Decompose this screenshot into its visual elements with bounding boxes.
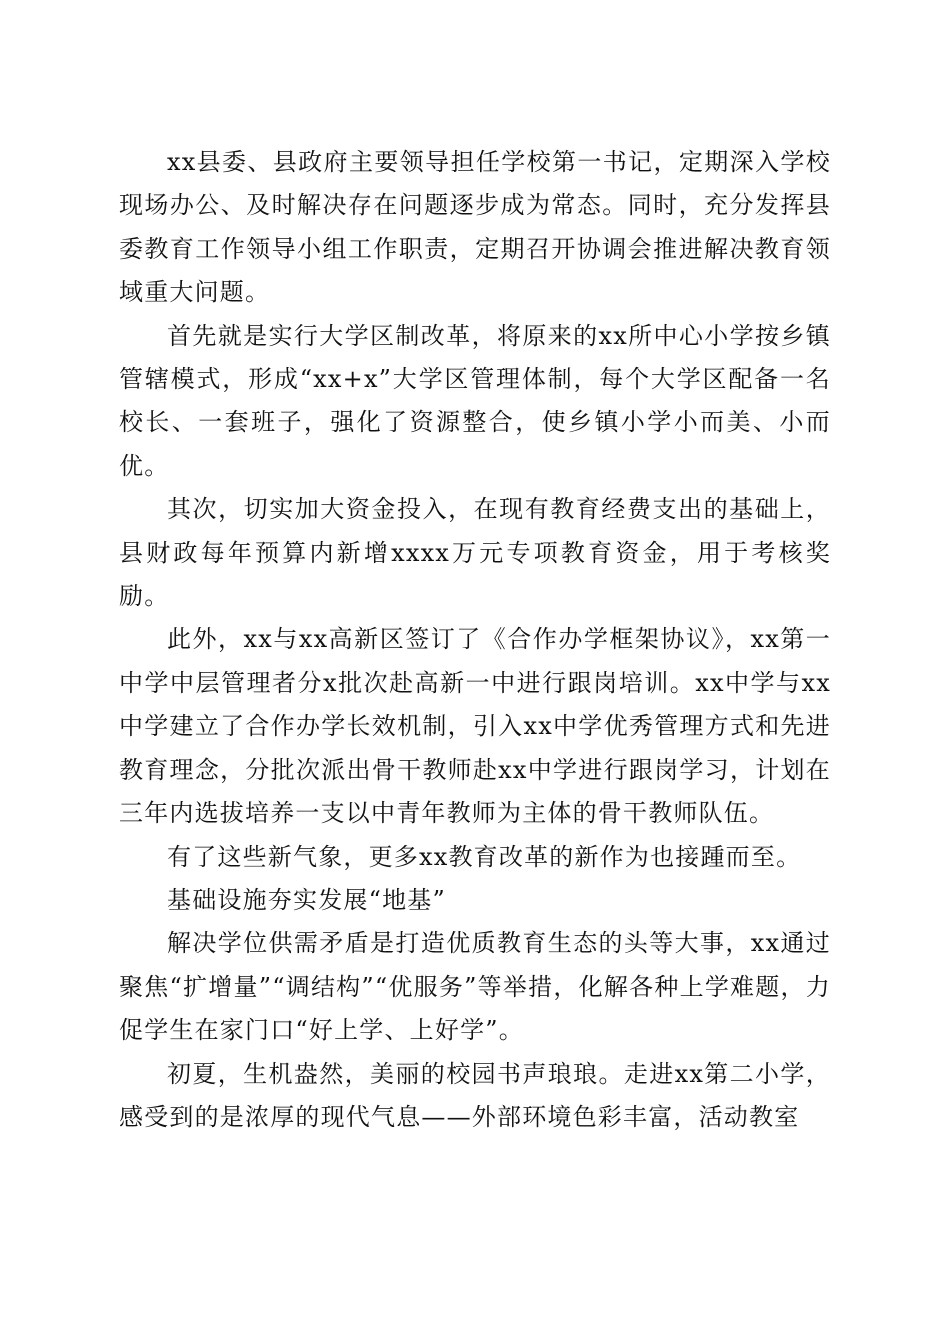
paragraph-school-places: 解决学位供需矛盾是打造优质教育生态的头等大事，xx通过聚焦“扩增量”“调结构”“优服务”等举措，化解各种上学难题，力促学生在家门口“好上学、上好学”。 bbox=[119, 929, 831, 1045]
paragraph-school-district-reform: 首先就是实行大学区制改革，将原来的xx所中心小学按乡镇管辖模式，形成“xx+x”大学区管理体制，每个大学区配备一名校长、一套班子，强化了资源整合，使乡镇小学小而美、小而优。 bbox=[119, 321, 831, 480]
paragraph-second-primary-school: 初夏，生机盎然，美丽的校园书声琅琅。走进xx第二小学，感受到的是浓厚的现代气息——外部环境色彩丰富，活动教室 bbox=[119, 1059, 831, 1131]
paragraph-party-leadership: xx县委、县政府主要领导担任学校第一书记，定期深入学校现场办公、及时解决存在问题逐步成为常态。同时，充分发挥县委教育工作领导小组工作职责，定期召开协调会推进解决教育领域重大问题。 bbox=[119, 148, 831, 307]
paragraph-new-atmosphere: 有了这些新气象，更多xx教育改革的新作为也接踵而至。 bbox=[167, 842, 802, 871]
document-body bbox=[119, 141, 831, 1139]
paragraph-funding-investment: 其次，切实加大资金投入，在现有教育经费支出的基础上，县财政每年预算内新增xxxx万元专项教育资金，用于考核奖励。 bbox=[119, 495, 831, 611]
paragraph-cooperation-agreement: 此外，xx与xx高新区签订了《合作办学框架协议》，xx第一中学中层管理者分x批次赴高新一中进行跟岗培训。xx中学与xx中学建立了合作办学长效机制，引入xx中学优秀管理方式和先进教育理念，分批次派出骨干教师赴xx中学进行跟岗学习，计划在三年内选拔培养一支以中青年教师为主体的骨干教师队伍。 bbox=[119, 625, 831, 828]
section-heading-infrastructure: 基础设施夯实发展“地基” bbox=[167, 885, 446, 914]
